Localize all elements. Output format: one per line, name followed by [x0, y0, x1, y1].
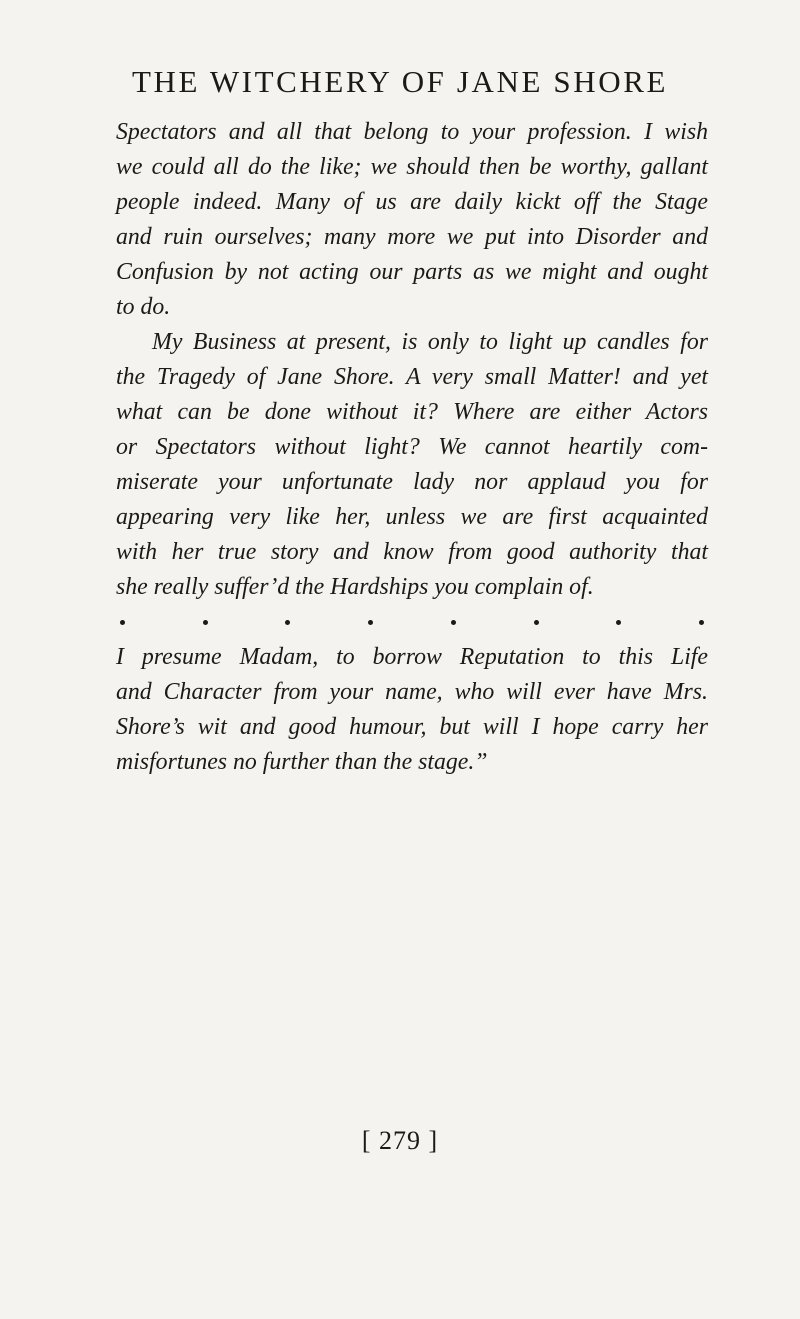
page-number: [ 279 ]	[361, 1126, 439, 1155]
text-line: she really suffer’d the Hardships you complain of.	[116, 574, 594, 600]
text-line: and ruin ourselves; many more we put into Disorder and	[116, 224, 708, 250]
paragraph-business	[116, 325, 708, 605]
text-line: I presume Madam, to borrow Reputation to this Life	[116, 644, 708, 670]
ellipsis-dot	[699, 620, 704, 625]
ellipsis-dot	[616, 620, 621, 625]
ellipsis-dot	[451, 620, 456, 625]
ellipsis-dot	[285, 620, 290, 625]
ellipsis-dot	[368, 620, 373, 625]
running-head: THE WITCHERY OF JANE SHORE	[131, 64, 669, 99]
paragraph-continued	[116, 115, 708, 325]
text-line: what can be done without it? Where are either Actors	[116, 399, 708, 425]
paragraph-presume	[116, 640, 708, 780]
text-line: with her true story and know from good authority that	[116, 539, 708, 565]
text-line: Spectators and all that belong to your profession. I wish	[116, 119, 708, 145]
text-line: My Business at present, is only to light up candles for	[152, 329, 708, 355]
text-line: people indeed. Many of us are daily kickt off the Stage	[116, 189, 708, 215]
text-line: appearing very like her, unless we are first acquainted	[116, 504, 708, 530]
text-line: we could all do the like; we should then be worthy, gallant	[116, 154, 708, 180]
text-line: or Spectators without light? We cannot heartily com-	[116, 434, 708, 460]
text-line: Confusion by not acting our parts as we might and ought	[116, 259, 708, 285]
text-line: the Tragedy of Jane Shore. A very small Matter! and yet	[116, 364, 708, 390]
ellipsis-dot	[534, 620, 539, 625]
text-line: Shore’s wit and good humour, but will I hope carry her	[116, 714, 708, 740]
ellipsis-dot	[120, 620, 125, 625]
ellipsis-dots	[116, 605, 708, 640]
ellipsis-dot	[203, 620, 208, 625]
text-line: to do.	[116, 294, 171, 320]
body-text	[116, 115, 708, 780]
text-line: misfortunes no further than the stage.”	[116, 749, 488, 775]
text-line: and Character from your name, who will ever have Mrs.	[116, 679, 708, 705]
text-line: miserate your unfortunate lady nor applaud you for	[116, 469, 708, 495]
